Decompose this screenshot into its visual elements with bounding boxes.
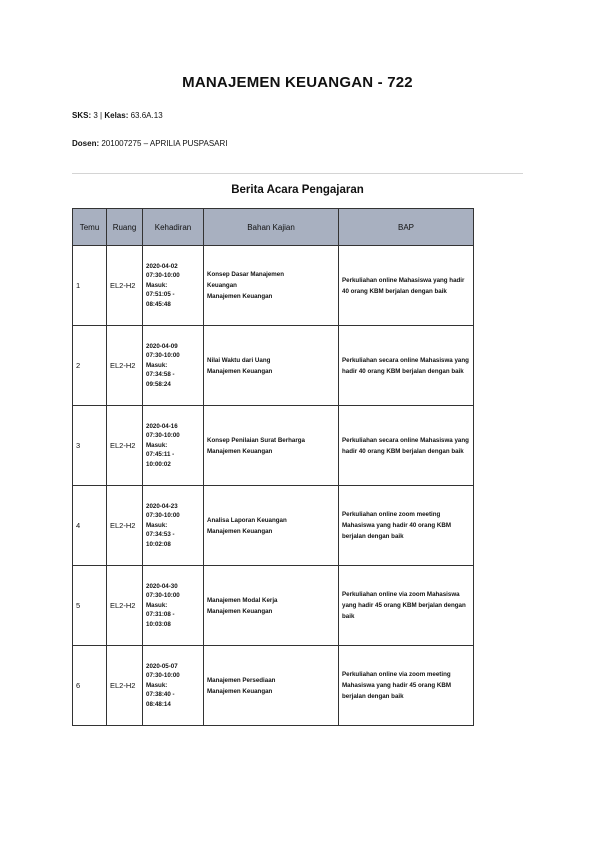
cell-ruang: EL2-H2 [107, 486, 143, 566]
bahan-kajian-line: Manajemen Modal Kerja [207, 596, 278, 604]
cell-bap: Perkuliahan online Mahasiswa yang hadir 40 orang KBM berjalan dengan baik [339, 246, 474, 326]
meta-separator: | [100, 111, 103, 120]
cell-bahan-kajian [204, 646, 339, 726]
cell-temu: 6 [73, 646, 107, 726]
kehadiran-line: 07:30-10:00 [146, 592, 180, 600]
page-title: MANAJEMEN KEUANGAN - 722 [182, 74, 413, 91]
kehadiran-line: 07:30-10:00 [146, 272, 180, 280]
table-row [73, 326, 474, 406]
bahan-kajian-line: Manajemen Keuangan [207, 687, 273, 695]
kehadiran-line: Masuk: [146, 441, 168, 449]
bahan-kajian-line: Manajemen Keuangan [207, 527, 273, 535]
kehadiran-line: 2020-04-16 [146, 422, 178, 430]
cell-kehadiran [143, 646, 204, 726]
kehadiran-line: 07:30-10:00 [146, 432, 180, 440]
cell-kehadiran [143, 486, 204, 566]
cell-temu: 1 [73, 246, 107, 326]
kehadiran-line: 07:30-10:00 [146, 512, 180, 520]
table-body [73, 246, 474, 726]
cell-ruang: EL2-H2 [107, 246, 143, 326]
header-bahan-kajian: Bahan Kajian [204, 209, 339, 246]
kehadiran-line: Masuk: [146, 361, 168, 369]
kehadiran-line: 07:34:58 - [146, 371, 175, 379]
cell-ruang: EL2-H2 [107, 566, 143, 646]
dosen-value: 201007275 – APRILIA PUSPASARI [101, 139, 228, 148]
bahan-kajian-line: Manajemen Keuangan [207, 293, 273, 300]
kelas-label: Kelas: [104, 111, 129, 120]
cell-kehadiran [143, 246, 204, 326]
kehadiran-line: 10:03:08 [146, 620, 171, 628]
kehadiran-line: 2020-04-02 [146, 262, 178, 270]
cell-temu: 5 [73, 566, 107, 646]
kehadiran-line: 2020-04-23 [146, 502, 178, 510]
lecturer-info [72, 139, 228, 148]
kelas-value: 63.6A.13 [130, 111, 163, 120]
table-header-row [73, 209, 474, 246]
kehadiran-line: 08:48:14 [146, 700, 171, 708]
table-row [73, 406, 474, 486]
divider [72, 173, 523, 174]
bahan-kajian-line: Manajemen Keuangan [207, 607, 273, 615]
bahan-kajian-line: Nilai Waktu dari Uang [207, 356, 271, 364]
header-kehadiran: Kehadiran [143, 209, 204, 246]
kehadiran-line: Masuk: [146, 521, 168, 529]
kehadiran-line: 08:45:48 [146, 300, 171, 308]
sks-label: SKS: [72, 111, 92, 120]
cell-kehadiran [143, 406, 204, 486]
bahan-kajian-line: Analisa Laporan Keuangan [207, 516, 287, 524]
kehadiran-line: 07:30-10:00 [146, 352, 180, 360]
cell-bahan-kajian [204, 566, 339, 646]
kehadiran-line: 09:58:24 [146, 380, 171, 388]
cell-temu: 2 [73, 326, 107, 406]
bahan-kajian-line: Manajemen Keuangan [207, 447, 273, 455]
cell-bap: Perkuliahan secara online Mahasiswa yang hadir 40 orang KBM berjalan dengan baik [339, 326, 474, 406]
section-title: Berita Acara Pengajaran [231, 184, 364, 196]
dosen-label: Dosen: [72, 139, 100, 148]
cell-bahan-kajian [204, 406, 339, 486]
cell-temu: 3 [73, 406, 107, 486]
kehadiran-line: Masuk: [146, 681, 168, 689]
kehadiran-line: 2020-04-09 [146, 342, 178, 350]
kehadiran-line: 07:38:40 - [146, 691, 175, 699]
cell-kehadiran [143, 566, 204, 646]
header-temu: Temu [73, 209, 107, 246]
cell-bap: Perkuliahan online zoom meeting Mahasiswa yang hadir 40 orang KBM berjalan dengan baik [339, 486, 474, 566]
cell-ruang: EL2-H2 [107, 646, 143, 726]
cell-ruang: EL2-H2 [107, 326, 143, 406]
table-row [73, 566, 474, 646]
kehadiran-line: 07:31:08 - [146, 611, 175, 619]
table-row [73, 246, 474, 326]
header-bap: BAP [339, 209, 474, 246]
kehadiran-line: 07:34:53 - [146, 531, 175, 539]
cell-bap: Perkuliahan online via zoom meeting Mahasiswa yang hadir 45 orang KBM berjalan dengan baik [339, 646, 474, 726]
bahan-kajian-line: Keuangan [207, 282, 237, 289]
bap-table [72, 208, 474, 726]
cell-bap: Perkuliahan secara online Mahasiswa yang hadir 40 orang KBM berjalan dengan baik [339, 406, 474, 486]
kehadiran-line: Masuk: [146, 601, 168, 609]
kehadiran-line: 10:00:02 [146, 460, 171, 468]
cell-bahan-kajian [204, 486, 339, 566]
cell-bahan-kajian [204, 246, 339, 326]
bahan-kajian-line: Konsep Penilaian Surat Berharga [207, 436, 305, 444]
cell-ruang: EL2-H2 [107, 406, 143, 486]
kehadiran-line: Masuk: [146, 281, 168, 289]
cell-bap: Perkuliahan online via zoom Mahasiswa yang hadir 45 orang KBM berjalan dengan baik [339, 566, 474, 646]
bahan-kajian-line: Konsep Dasar Manajemen [207, 271, 285, 278]
kehadiran-line: 10:02:08 [146, 540, 171, 548]
cell-temu: 4 [73, 486, 107, 566]
bahan-kajian-line: Manajemen Persediaan [207, 676, 276, 684]
sks-value: 3 [93, 111, 98, 120]
course-info [72, 111, 163, 120]
kehadiran-line: 07:51:05 - [146, 291, 175, 299]
cell-kehadiran [143, 326, 204, 406]
kehadiran-line: 2020-04-30 [146, 582, 178, 590]
table-row [73, 646, 474, 726]
kehadiran-line: 07:30-10:00 [146, 672, 180, 680]
bahan-kajian-line: Manajemen Keuangan [207, 367, 273, 375]
kehadiran-line: 07:45:11 - [146, 451, 175, 459]
kehadiran-line: 2020-05-07 [146, 662, 178, 670]
header-ruang: Ruang [107, 209, 143, 246]
cell-bahan-kajian [204, 326, 339, 406]
table-row [73, 486, 474, 566]
